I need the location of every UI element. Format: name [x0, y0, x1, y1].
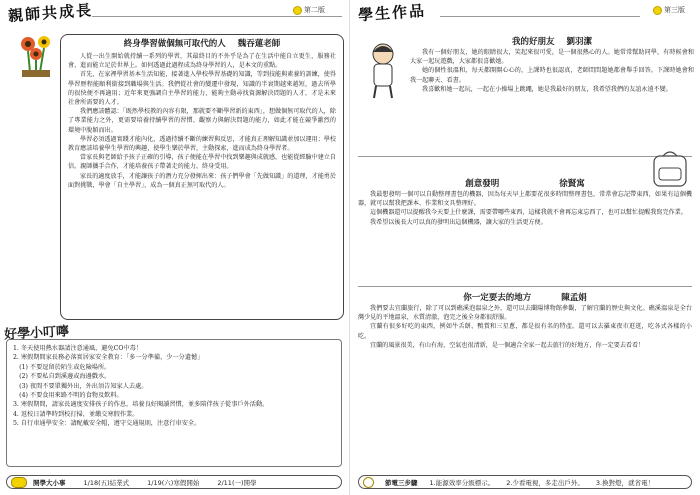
- news-item: 1. 冬天使用熱水器請注意通風，避免CO中毒！: [13, 345, 143, 352]
- flower-icon: [16, 32, 56, 78]
- header-rule: [440, 16, 640, 17]
- page-dot-icon: [653, 6, 662, 15]
- article-author: 魏吞蓮老師: [237, 39, 281, 49]
- article-title: [358, 292, 692, 304]
- article-title-text: 終身學習做個無可取代的人: [123, 39, 226, 49]
- news-item: (4) 不要食用來路不明的食物及飲料。: [13, 392, 123, 400]
- section-banner: 學生作品: [357, 1, 427, 25]
- footer-item: 2.少看電視，多走出戶外。: [506, 478, 584, 487]
- header-rule: [92, 16, 342, 17]
- section-banner: 親師共成長: [7, 1, 94, 25]
- footer-item: 2/11(一)開學: [217, 478, 257, 487]
- separator: [358, 286, 692, 287]
- footer-label: 開學大小事: [33, 478, 66, 487]
- left-header: [0, 0, 350, 30]
- article-3: [358, 292, 692, 460]
- article-2: [358, 178, 692, 278]
- page-tag: [650, 5, 688, 15]
- news-item: 4. 返校日請準時到校打掃，並繳交寒假作業。: [13, 410, 139, 418]
- article-body: [68, 52, 336, 190]
- child-illustration-icon: [362, 40, 404, 100]
- page-number: 第二版: [304, 6, 325, 14]
- footer-item: 1.能源效率分級標示。: [429, 478, 495, 487]
- news-list: [6, 339, 342, 467]
- article-author: 劉羽潔: [566, 37, 593, 47]
- right-page: [350, 0, 700, 495]
- paragraph: 人從一出生開始就持續一系列的學習，其最終目的不外乎是為了在生活中能自立更生，服務社會，進而能立足於世界上。如何透過此過程成為終身學習的人，是本文的重點。: [68, 53, 336, 70]
- paragraph: 學習必須透過實踐才能內化，透過持續不斷的練習與反思，才能真正理解知識並加以運用；學校教育應該培養學生學習的興趣，使學生樂於學習，主動探索，進而成為終身學習者。: [68, 135, 336, 153]
- paragraph: 當家長與老師給予孩子正確的引導，孩子便能在學習中找到樂趣與成就感，也能從經驗中建立自信。親師攜手合作，才能培養孩子帶著走的能力，終身受用。: [68, 154, 336, 171]
- news-item: 3. 寒假期間，請家長適度安排孩子的作息，培養良好閱讀習慣，並多陪伴孩子從事戶外活動。: [13, 401, 269, 409]
- article-title: [358, 178, 692, 190]
- footer-item: 3.換對燈，就省電！: [595, 478, 655, 487]
- article-title: [68, 38, 336, 50]
- paragraph: 我喜歡和她一起玩，一起在小操場上跳繩，她是我最好的朋友，我希望我們的友誼永遠不變。: [422, 85, 672, 93]
- paragraph: 宜蘭有很多好吃的東西，例如牛舌餅、鴨賞和三星蔥，都是很有名的特產。還可以去羅東夜市逛逛，吃各式各樣的小吃。: [358, 323, 692, 340]
- news-item: 2. 寒假期間家長務必落實居家安全教育：「多一分準備，少一分遺憾」: [13, 354, 204, 362]
- right-footer: [358, 475, 692, 489]
- paragraph: 這個機器還可以提醒我今天要上什麼課，需要帶哪些東西，這樣我就不會再忘東忘西了，也可以幫忙提醒我寫完作業。: [370, 209, 687, 217]
- page-tag: [290, 5, 328, 15]
- article-body: [358, 190, 692, 227]
- page-number: 第三版: [664, 6, 685, 14]
- paragraph: 我們應該體認：「既然學校教的內容有限，那就要不斷學習新的東西」，想做個無可取代的人，除了專業能力之外，更需要培養持續學習的習慣、觀察力與解決問題的能力，如此才能在競爭激烈的環境中脫穎而出。: [68, 108, 336, 134]
- news-title: 好學小叮嚀: [3, 324, 70, 343]
- footer-label: 節電三步驟: [385, 478, 418, 487]
- news-item: (1) 不要逗留於陌生或危險場所。: [13, 363, 111, 371]
- paragraph: 首先，在家裡學習基本生活知能，接著進入學校學習基礎的知識，等到技能與素養的訓練，使得學習歷程能順利銜接到職場與生活。我們從社會的變遷中發現，知識的半衰期越來越短，過去所學的很快便不再適用；近年來更強調自主學習的能力，能夠主動尋找資源解決問題的人才，才是未來社會所需要的人才。: [68, 71, 336, 107]
- article-box: [60, 34, 344, 320]
- paragraph: 我有一個好朋友，她的眼睛很大，笑起來很可愛，是一個很熱心的人。她常常幫助同學，有時候會和大家一起玩遊戲，大家都很喜歡她。: [410, 49, 694, 66]
- article-title-text: 你一定要去的地方: [463, 293, 532, 303]
- school-bag-icon: [11, 477, 27, 488]
- news-item: (3) 夜間不要單獨外出，外出須告知家人去處。: [13, 382, 148, 390]
- article-1: [410, 36, 694, 148]
- article-title-text: 我的好朋友: [511, 37, 555, 47]
- article-author: 陳孟娟: [561, 293, 587, 303]
- paragraph: 她的個性很溫和，每天都開開心心的，上課時也很認真，老師問問題她都會舉手回答。下課時她會和我一起聊天、看書。: [410, 67, 694, 84]
- paragraph: 宜蘭的風景很美，有山有海，空氣也很清新，是一個適合全家一起去旅行的好地方，你一定要去看看！: [370, 341, 645, 349]
- article-author: 徐賢寓: [559, 179, 585, 189]
- paragraph: 家長的適度放手，才能讓孩子的潛力充分發揮出來：孩子們學會「先做知識」的道理，才能勇於面對挑戰，學會「自主學習」，成為一個真正無可取代的人。: [68, 172, 336, 189]
- separator: [358, 156, 692, 157]
- right-header: [350, 0, 700, 30]
- paragraph: 我希望以後長大可以真的發明出這個機器，讓大家的生活更方便。: [370, 218, 547, 226]
- article-body: [410, 48, 694, 94]
- news-item: (2) 不要私自到溪邊或海邊戲水。: [13, 373, 111, 381]
- article-body: [358, 304, 692, 350]
- news-item: 5. 自行車通學安全：請配戴安全帽，遵守交通規則，注意行車安全。: [13, 420, 201, 428]
- paragraph: 我們要去宜蘭旅行，除了可以到礁溪泡溫泉之外，還可以去蘭陽博物館參觀，了解宜蘭的歷史與文化。礁溪溫泉是全台灣少見的平地溫泉，水質清澈，泡完之後全身都很舒服。: [358, 305, 692, 322]
- footer-item: 1/19(六)寒假開始: [147, 478, 200, 487]
- footer-item: 1/18(五)結業式: [83, 478, 130, 487]
- article-title: [410, 36, 694, 48]
- lightbulb-icon: [363, 477, 374, 488]
- page-dot-icon: [293, 6, 302, 15]
- left-footer: [6, 475, 342, 489]
- article-title-text: 創意發明: [465, 179, 500, 189]
- paragraph: 我最想發明一個可以自動整理書包的機器，因為每天早上都要花很多時間整理書包，常常會忘記帶東西，如果有這個機器，就可以幫我把課本、作業和文具整理好。: [358, 191, 692, 208]
